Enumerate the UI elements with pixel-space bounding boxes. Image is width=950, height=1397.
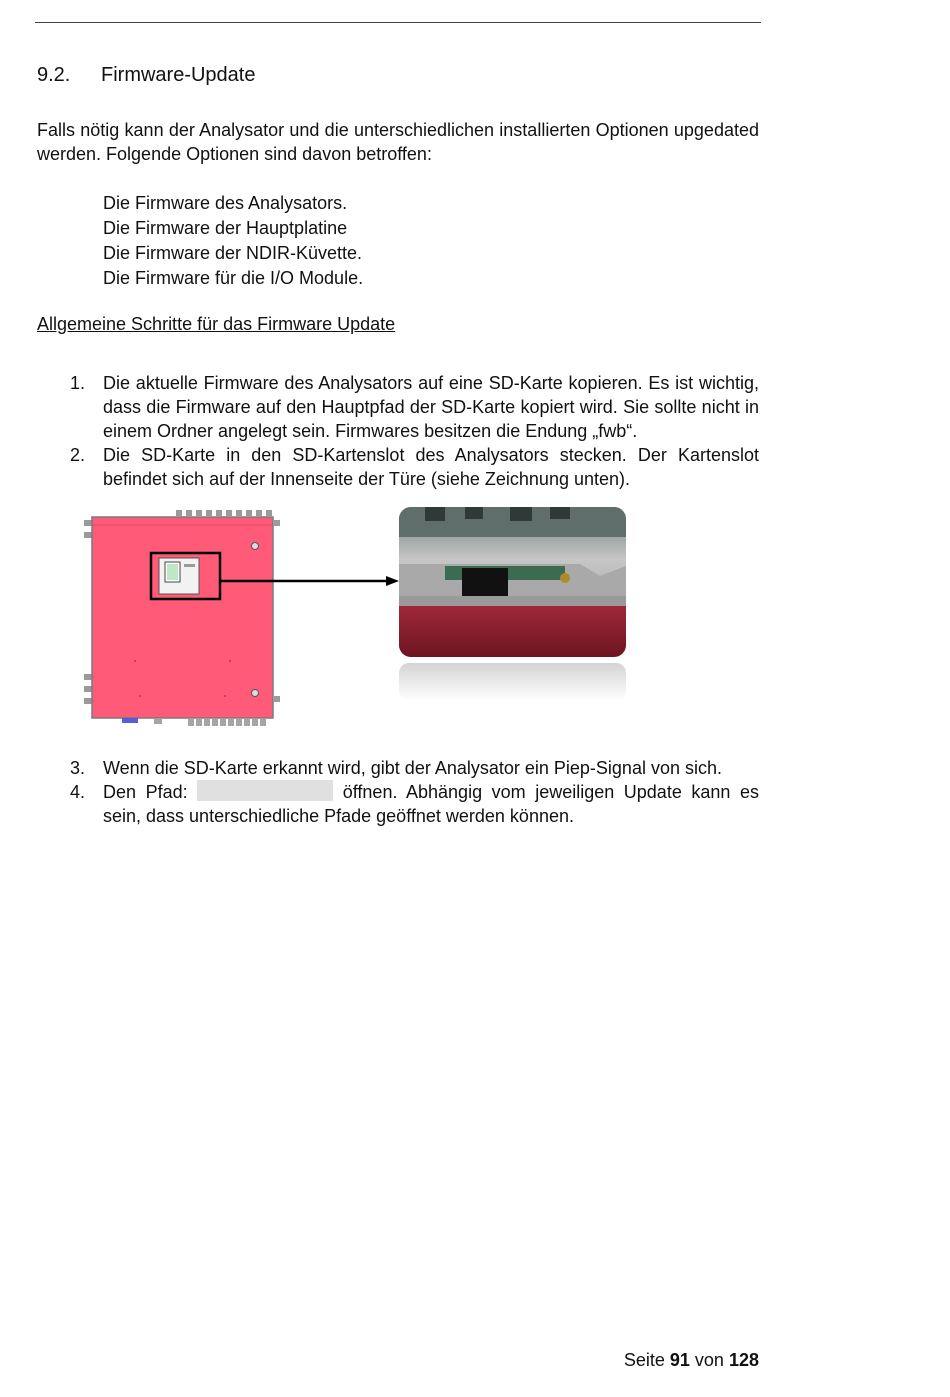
page-footer <box>624 1350 759 1371</box>
footer-middle: von <box>694 1350 724 1370</box>
step-item <box>37 443 759 491</box>
step-text: Die aktuelle Firmware des Analysators auf eine SD-Karte kopieren. Es ist wichtig, dass die Firmware auf den Hauptpfad der SD-Karte kopiert wird. Sie sollte nicht in einem Ordner angelegt sein. Firmwares besitzen die Endung „fwb“. <box>103 373 759 441</box>
step-text: Wenn die SD-Karte erkannt wird, gibt der Analysator ein Piep-Signal von sich. <box>103 758 722 778</box>
sd-slot-figure <box>80 506 640 728</box>
section-title: Firmware-Update <box>101 64 256 86</box>
step-number: 2. <box>70 445 86 465</box>
sd-slot-photo <box>399 507 626 701</box>
analyzer-enclosure-drawing <box>84 510 280 726</box>
section-number: 9.2. <box>37 64 71 86</box>
step-number: 3. <box>70 758 86 778</box>
section-heading <box>37 64 255 87</box>
step-number: 1. <box>70 373 86 393</box>
step-text: Die SD-Karte in den SD-Kartenslot des Analysators stecken. Der Kartenslot befindet sich auf der Innenseite der Türe (siehe Zeichnung unten). <box>103 445 759 489</box>
page-number: 91 <box>669 1350 690 1370</box>
footer-prefix: Seite <box>623 1350 665 1370</box>
header-rule <box>35 22 761 23</box>
steps-list <box>37 371 759 491</box>
step-item <box>37 756 759 780</box>
page-total: 128 <box>728 1350 759 1370</box>
step-text-suffix: öffnen. Abhängig vom jeweiligen Update kann es sein, dass unterschiedliche Pfade geöffnet werden können. <box>103 782 759 826</box>
intro-paragraph: Falls nötig kann der Analysator und die unterschiedlichen installierten Optionen upgedated werden. Folgende Optionen sind davon betroffen: <box>37 120 759 164</box>
option-item: Die Firmware der NDIR-Küvette. <box>103 243 363 263</box>
subheading: Allgemeine Schritte für das Firmware Update <box>37 314 396 334</box>
option-item: Die Firmware für die I/O Module. <box>103 268 364 288</box>
step-item <box>37 780 759 828</box>
options-list <box>103 191 363 291</box>
steps-list-continued <box>37 756 759 828</box>
step-item <box>37 371 759 443</box>
step-number: 4. <box>70 782 86 802</box>
option-item: Die Firmware des Analysators. <box>103 193 348 213</box>
option-item: Die Firmware der Hauptplatine <box>103 218 348 238</box>
redacted-path <box>197 780 333 801</box>
figure-svg <box>80 506 640 728</box>
step-text-prefix: Den Pfad: <box>103 782 188 802</box>
